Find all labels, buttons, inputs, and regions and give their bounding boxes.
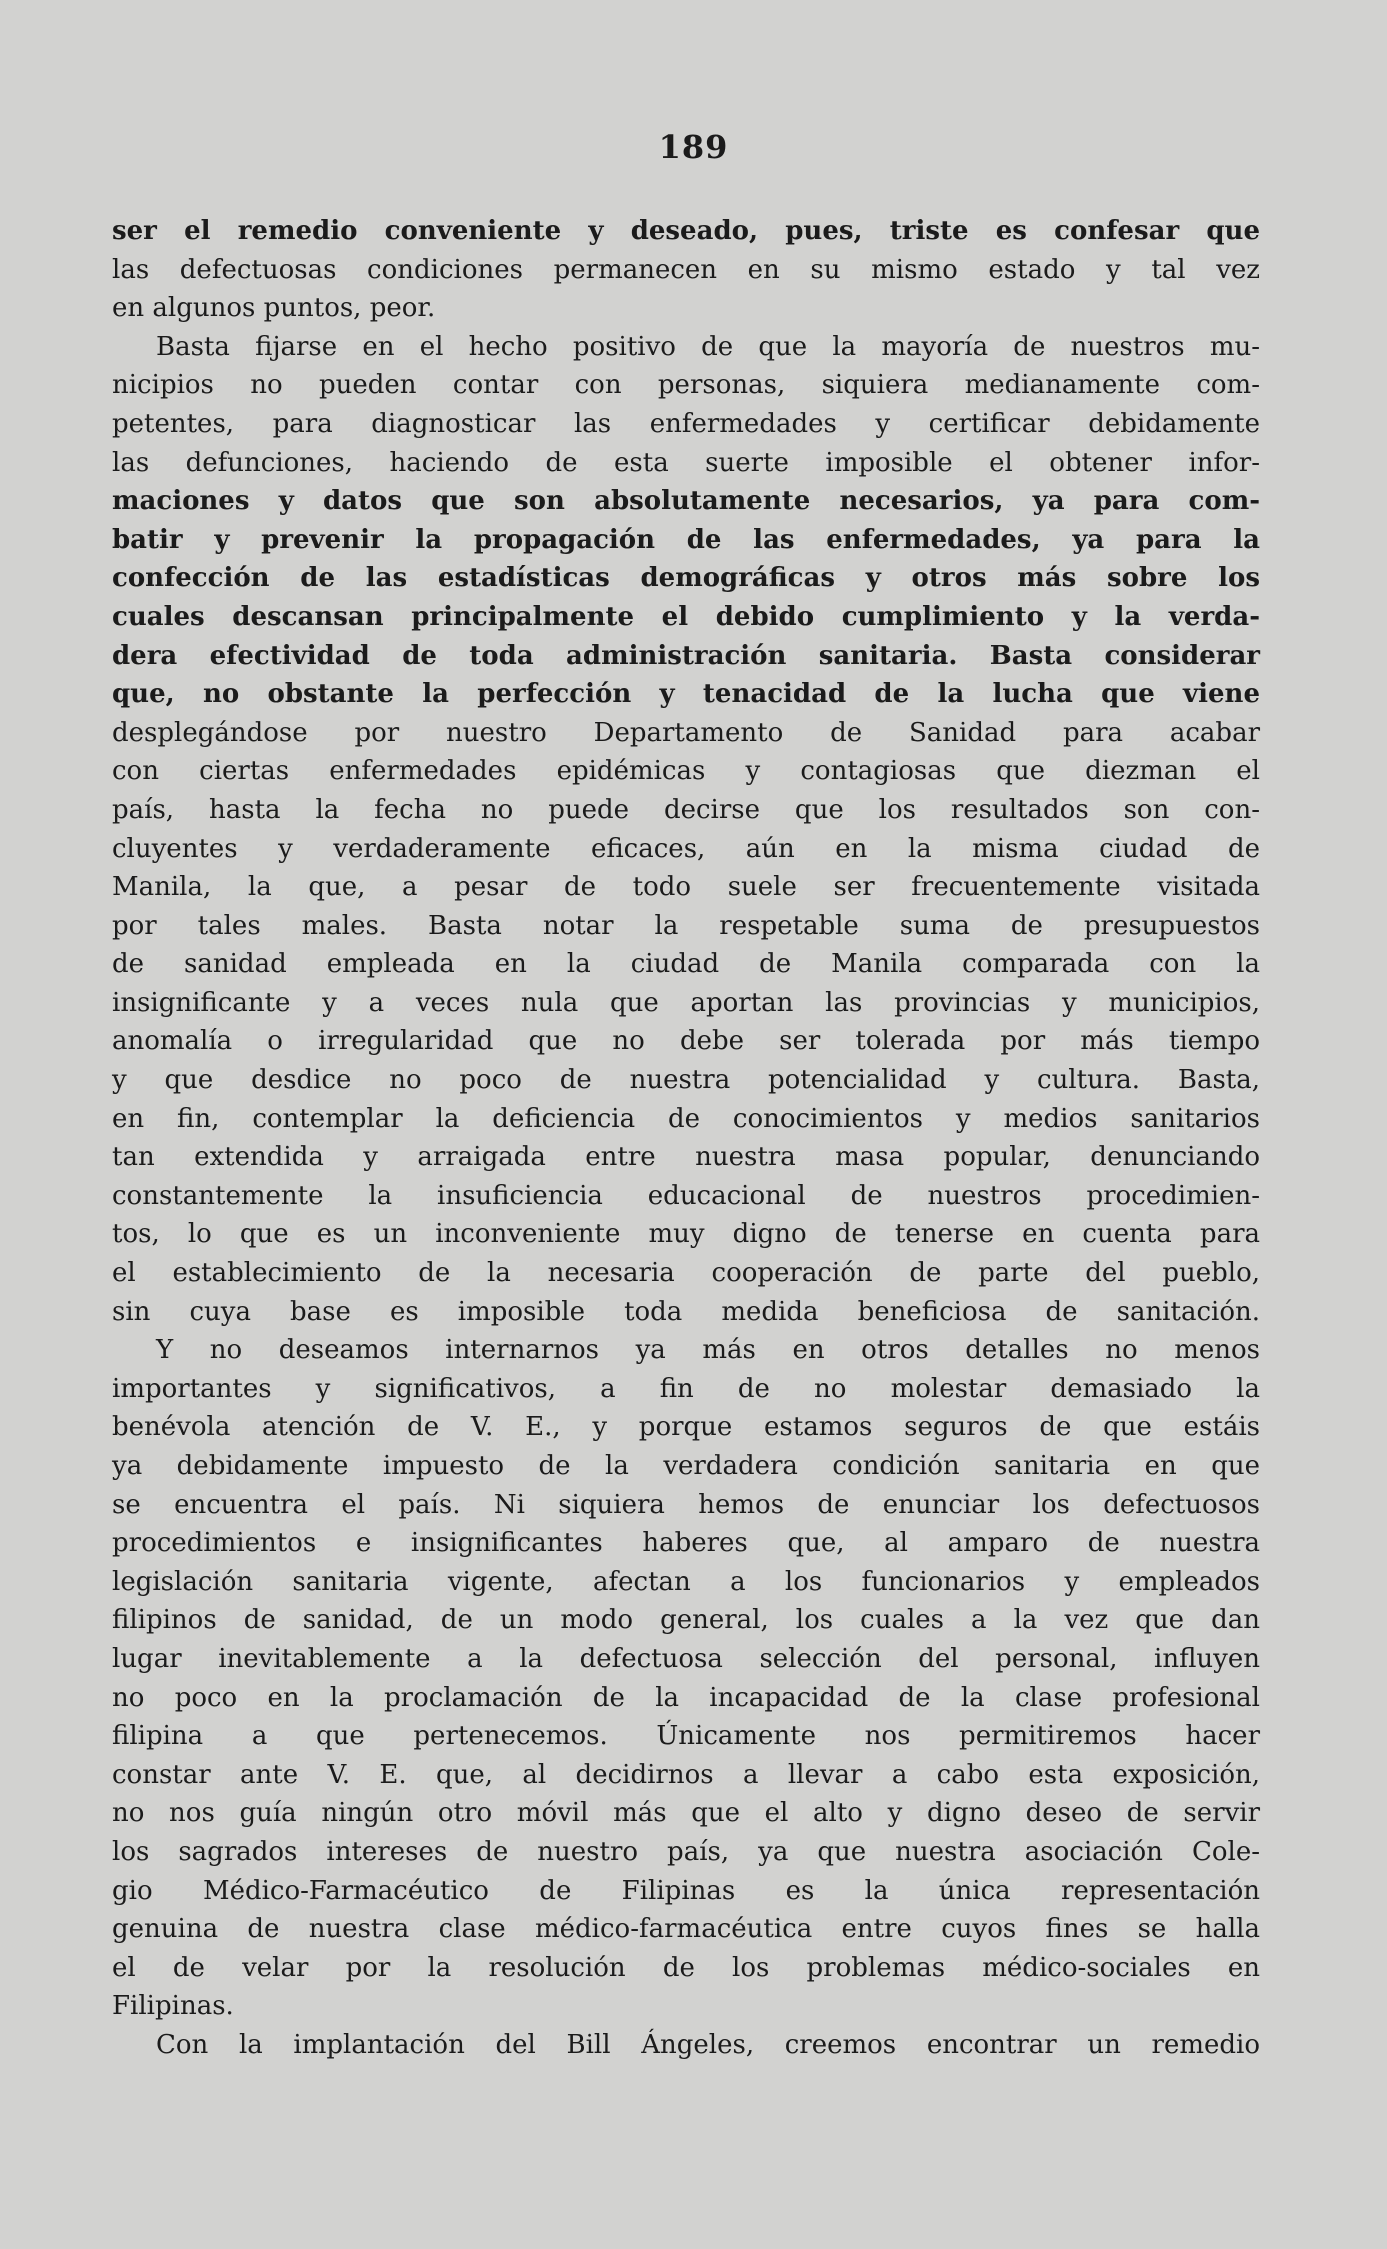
text-line: las defunciones, haciendo de esta suerte imposible el obtener infor-: [112, 447, 1260, 478]
text-line: los sagrados intereses de nuestro país, ya que nuestra asociación Cole-: [112, 1836, 1260, 1867]
text-line: anomalía o irregularidad que no debe ser tolerada por más tiempo: [112, 1026, 1260, 1057]
text-line: no poco en la proclamación de la incapacidad de la clase profesional: [112, 1682, 1260, 1713]
text-line: de sanidad empleada en la ciudad de Manila comparada con la: [112, 949, 1260, 980]
text-line: petentes, para diagnosticar las enfermedades y certificar debidamente: [112, 408, 1260, 439]
text-line: legislación sanitaria vigente, afectan a los funcionarios y empleados: [112, 1566, 1260, 1597]
text-line: ser el remedio conveniente y deseado, pues, triste es confesar que: [112, 216, 1260, 246]
page-number: 189: [658, 128, 729, 166]
text-line: con ciertas enfermedades epidémicas y contagiosas que diezman el: [112, 756, 1260, 787]
text-line: dera efectividad de toda administración sanitaria. Basta considerar: [112, 640, 1260, 671]
text-line: desplegándose por nuestro Departamento de Sanidad para acabar: [112, 717, 1260, 748]
text-line: filipina a que pertenecemos. Únicamente nos permitiremos hacer: [112, 1721, 1260, 1752]
text-line: Con la implantación del Bill Ángeles, creemos encontrar un remedio: [156, 2029, 1260, 2060]
text-line: Basta fijarse en el hecho positivo de que la mayoría de nuestros mu-: [156, 331, 1260, 362]
text-line: Y no deseamos internarnos ya más en otros detalles no menos: [156, 1335, 1260, 1366]
body-text: [112, 212, 1260, 2065]
text-line: por tales males. Basta notar la respetable suma de presupuestos: [112, 910, 1260, 941]
text-line: tan extendida y arraigada entre nuestra masa popular, denunciando: [112, 1142, 1260, 1173]
text-line: nicipios no pueden contar con personas, siquiera medianamente com-: [112, 370, 1260, 401]
text-line: las defectuosas condiciones permanecen en su mismo estado y tal vez: [112, 254, 1260, 285]
text-line: ya debidamente impuesto de la verdadera condición sanitaria en que: [112, 1451, 1260, 1481]
text-line: en algunos puntos, peor.: [112, 293, 436, 324]
text-line: constantemente la insuficiencia educacional de nuestros procedimien-: [112, 1180, 1260, 1211]
text-line: no nos guía ningún otro móvil más que el alto y digno deseo de servir: [112, 1798, 1260, 1829]
text-line: sin cuya base es imposible toda medida beneficiosa de sanitación.: [112, 1296, 1260, 1327]
text-line: confección de las estadísticas demográficas y otros más sobre los: [112, 563, 1260, 594]
text-line: benévola atención de V. E., y porque estamos seguros de que estáis: [112, 1412, 1260, 1443]
text-line: en fin, contemplar la deficiencia de conocimientos y medios sanitarios: [112, 1103, 1260, 1134]
text-line: que, no obstante la perfección y tenacidad de la lucha que viene: [112, 679, 1260, 710]
text-line: procedimientos e insignificantes haberes que, al amparo de nuestra: [112, 1528, 1260, 1559]
text-line: el de velar por la resolución de los problemas médico-sociales en: [112, 1952, 1260, 1983]
text-line: cluyentes y verdaderamente eficaces, aún en la misma ciudad de: [112, 833, 1260, 864]
text-line: lugar inevitablemente a la defectuosa selección del personal, influyen: [112, 1643, 1260, 1674]
text-line: genuina de nuestra clase médico-farmacéutica entre cuyos fines se halla: [112, 1914, 1260, 1945]
text-line: el establecimiento de la necesaria cooperación de parte del pueblo,: [112, 1258, 1260, 1289]
text-line: constar ante V. E. que, al decidirnos a llevar a cabo esta exposición,: [112, 1759, 1260, 1790]
text-line: maciones y datos que son absolutamente necesarios, ya para com-: [112, 486, 1260, 517]
text-line: batir y prevenir la propagación de las enfermedades, ya para la: [112, 524, 1260, 555]
text-line: Manila, la que, a pesar de todo suele ser frecuentemente visitada: [112, 872, 1260, 903]
text-line: país, hasta la fecha no puede decirse que los resultados son con-: [112, 794, 1260, 825]
text-line: importantes y significativos, a fin de no molestar demasiado la: [112, 1373, 1260, 1404]
text-line: insignificante y a veces nula que aportan las provincias y municipios,: [112, 987, 1260, 1018]
text-line: tos, lo que es un inconveniente muy digno de tenerse en cuenta para: [112, 1219, 1260, 1250]
text-line: gio Médico-Farmacéutico de Filipinas es la única representación: [112, 1875, 1260, 1906]
text-line: se encuentra el país. Ni siquiera hemos de enunciar los defectuosos: [112, 1489, 1260, 1520]
text-line: cuales descansan principalmente el debido cumplimiento y la verda-: [112, 601, 1260, 632]
text-line: y que desdice no poco de nuestra potencialidad y cultura. Basta,: [112, 1065, 1260, 1096]
text-line: filipinos de sanidad, de un modo general, los cuales a la vez que dan: [112, 1605, 1260, 1636]
text-line: Filipinas.: [112, 1991, 234, 2022]
